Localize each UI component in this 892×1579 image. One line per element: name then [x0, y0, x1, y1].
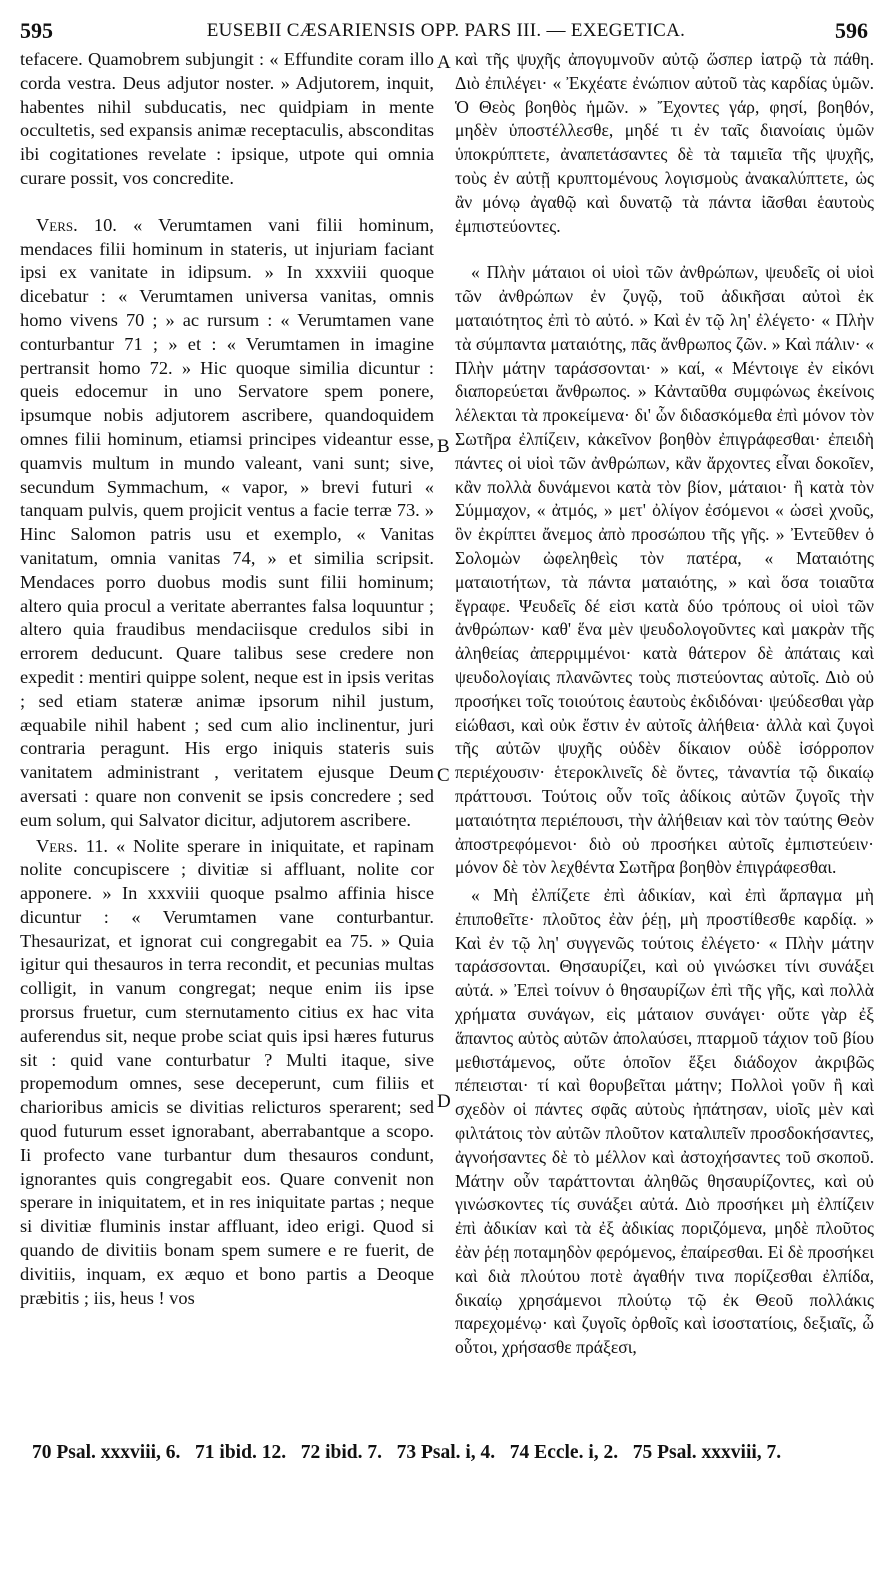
- verse-heading-11: Vers. 11.: [36, 835, 109, 856]
- greek-paragraph-2: « Πλὴν μάταιοι οἱ υἱοὶ τῶν ἀνθρώπων, ψευδεῖς οἱ υἱοὶ τῶν ἀνθρώπων ἐν ζυγῷ, τοῦ ἀδικῆσαι αὐτοὶ ἐκ ματαιότητος ἐπὶ τὸ αὐτό. » Καὶ ἐν τῷ λη' ἐλέγετο· « Πλὴν τὰ σύμπαντα ματαιότης, πᾶς ἄνθρωπος ζῶν. » Καὶ πάλιν· « Πλὴν μάτην ταράσσονται· » καί, « Μέντοιγε ἐν εἰκόνι διαπορεύεται ἄνθρωπος. » Κἀνταῦθα συμφώνως ἐκείνοις λέλεκται τὰ προκείμενα· δι' ὧν διδασκόμεθα ἐπὶ μόνον τὸν Σωτῆρα ἐλπίζειν, κἀκεῖνον βοηθὸν ἐπιγράφεσθαι· ἐπειδὴ πάντες οἱ υἱοὶ τῶν ἀνθρώπων, κἂν ἄρχοντες εἶναι δοκοῖεν, κἂν πολλὰ δυνάμενοι κατὰ τὸν βίον, μάταιοι· ἢ κατὰ τὸν Σύμμαχον, « ἀτμός, » μετ' ὀλίγον ἐσόμενοι « ὡσεὶ χνοῦς, ὃν ἐκρίπτει ἄνεμος ἀπὸ προσώπου τῆς γῆς. » Ἐντεῦθεν ὁ Σολομὼν ὠφεληθεὶς τὸν πατέρα, « Ματαιότης ματαιοτήτων, τὰ πάντα ματαιότης, » καὶ ὅσα τοιαῦτα ἔγραφε. Ψευδεῖς δέ εἰσι κατὰ δύο τρόπους οἱ υἱοὶ τῶν ἀνθρώπων· καθ' ἕνα μὲν ψευδολογοῦντες καὶ μακρὰν τῆς ἀληθείας ἀπερριμμένοι· κατὰ θάτερον δὲ ἀπάταις καὶ ψευδολογίαις πλανῶντες τοὺς πιστεύοντας αὐτοῖς. Διὸ οὐ προσήκει τοῖς τοιούτοις ἑαυτοὺς ἐκδιδόναι· ψεύδεσθαι γὰρ εἰώθασι, καὶ οὐκ ἔστιν ἐν αὐτοῖς ἀλήθεια· ἀλλὰ καὶ ζυγοὶ τῆς αὐτῶν ψυχῆς οὐδὲν δίκαιον οὐδὲ ἰσόρροπον περιέχουσιν· ἑτεροκλινεῖς δὲ ὄντες, τἀναντία τῷ δικαίῳ πράττουσι. Τούτοις οὖν τοῖς ἀδίκοις αὐτῶν ζυγοῖς τὴν ματαιότητα περιέπουσι, τὴν ἀλήθειαν καὶ τὸν ταύτης Θεὸν ἀποστρεφόμενοι· διὸ οὐ προσήκει αὐτοῖς ἐμπιστεύειν· μόνον δὲ τὸν λεχθέντα Σωτῆρα βοηθὸν ἐπιγράφεσθαι.: [455, 262, 874, 878]
- latin-paragraph-3-text: « Nolite sperare in iniquitate, et rapinam nolite concupiscere ; divitiæ si affluant, nolite cor apponere. » In xxxviii quoque psalmo affinia hisce dicuntur : « Verumtamen vane conturbantur. Thesaurizat, et ignorat cui congregabit ea 75. » Quia igitur qui thesauros in terra recondit, et pecunias multas colligit, in vanum congregat; neque enim iis ipse prorsus fruetur, cum sternutamento citius ex hac vita auferendus sit, neque probe sciat quis ipsi hæres futurus sit : quid vane conturbatur ? Multi itaque, sive propemodum omnes, sese deceperunt, cum filiis et charioribus amicis se divitias relicturos sperarent; sed quod futurum esset ignorabant, aberrabantque a scopo. Ii profecto vane turbantur dum thesauros condunt, ignorantes quis congregabit eos. Quare convenit non sperare in iniquitatem, et in res iniquitate partas ; neque si divitiæ fluminis instar affluant, ideo erigi. Quod si quando de divitiis bonam spem sumere e re fuerit, de divitiis, inquam, ex æquo et bono partis a Deoque præbitis ; iis, heus ! vos: [20, 835, 434, 1308]
- greek-column: [455, 48, 874, 1360]
- latin-paragraph-1: tefacere. Quamobrem subjungit : « Effundite coram illo corda vestra. Deus adjutor noster. » Adjutorem, inquit, habentes nihil subducatis, nec quidpiam in mente occultetis, sed expansis animæ receptaculis, absconditas ibi cogitationes revelate : ipsique, utpote qui omnia curare possit, vos concredite.: [20, 49, 434, 188]
- latin-column: [20, 48, 434, 1310]
- footnotes: 70 Psal. xxxviii, 6. 71 ibid. 12. 72 ibid. 7. 73 Psal. i, 4. 74 Eccle. i, 2. 75 Psal. xxxviii, 7.: [32, 1442, 782, 1463]
- verse-heading-10: Vers. 10.: [36, 214, 117, 235]
- margin-letter-d: D: [437, 1091, 451, 1112]
- page-header: [20, 18, 872, 44]
- right-page-number: 596: [835, 18, 868, 43]
- latin-paragraph-3: [20, 835, 434, 1311]
- left-page-number: 595: [20, 18, 53, 43]
- margin-letter-b: B: [437, 436, 450, 457]
- latin-paragraph-2: [20, 214, 434, 833]
- latin-paragraph-2-text: « Verumtamen vani filii hominum, mendaces filii hominum in stateris, ut injuriam faciant ipsi ex vanitate in idipsum. » In xxxviii quoque dicebatur : « Verumtamen universa vanitas, omnis homo vivens 70 ; » ac rursum : « Verumtamen vane conturbantur 71 ; » et : « Verumtamen in imagine pertransit homo 72. » Hic quoque similia dicuntur : queis edocemur in uno Servatore spem ponere, ipsumque nobis adjutorem ascribere, quandoquidem omnes filii hominum, etiamsi principes videantur esse, quamvis multum in mundo valeant, vani sunt; sive, secundum Symmachum, « vapor, » brevi futuri « tanquam pulvis, quem projicit ventus a facie terræ 73. » Hinc Salomon patris usu et exemplo, « Vanitas vanitatum, omnia vanitas 74, » et similia scripsit. Mendaces porro duobus modis sunt filii hominum; altero quia procul a veritate aberrantes falsa loquuntur ; altero quia fraudibus mendaciisque credulos sibi in errorem deducunt. Quare talibus sese credere non expedit : mentiri quippe solent, neque est in ipsis veritas ; sed etiam stateræ animæ ipsorum nihil justum, æquabile nihil habent ; sed cum alio inclinentur, juri contraria peragunt. His ergo iniquis stateris suis vanitatem administrant , veritatem ejusque Deum aversati : quare non convenit se ipsis concredere ; sed eum solum, qui Salvator dicitur, adjutorem ascribere.: [20, 214, 434, 830]
- margin-letter-a: A: [437, 52, 451, 73]
- running-title: EUSEBII CÆSARIENSIS OPP. PARS III. — EXEGETICA.: [206, 20, 686, 41]
- greek-paragraph-3: « Μὴ ἐλπίζετε ἐπὶ ἀδικίαν, καὶ ἐπὶ ἅρπαγμα μὴ ἐπιποθεῖτε· πλοῦτος ἐὰν ῥέῃ, μὴ προστίθεσθε καρδίᾳ. » Καὶ ἐν τῷ λη' συγγενῶς τούτοις ἐλέγετο· « Πλὴν μάτην ταράσσονται. Θησαυρίζει, καὶ οὐ γινώσκει τίνι συνάξει αὐτά. » Ἐπεὶ τοίνυν ὁ θησαυρίζων ἐπὶ τῆς γῆς, καὶ πολλὰ χρήματα συνάγων, εἰς μάταιον συνάγει· οὔτε γὰρ ἐξ ἅπαντος αὐτὸς αὐτῶν ἀπολαύσει, πταρμοῦ τάχιον τοῦ βίου μεθιστάμενος, οὔτε ὁποῖον ἕξει διάδοχον ἀκριβῶς πέπεισται· τί καὶ θορυβεῖται μάτην; Πολλοὶ γοῦν ἢ καὶ σχεδὸν οἱ πάντες σφᾶς αὐτοὺς ἠπάτησαν, υἱοῖς μὲν καὶ φιλτάτοις τὸν αὐτῶν πλοῦτον καταλιπεῖν προσδοκήσαντες, ἀγνοήσαντες δὲ τὸ μέλλον καὶ ἀστοχήσαντες τοῦ σκοποῦ. Μάτην οὖν ταράττονται ἀληθῶς θησαυρίζοντες, καὶ οὐ γινώσκοντες τίς συνάξει αὐτά. Διὸ προσήκει μὴ ἐλπίζειν ἐπὶ ἀδικίαν καὶ τὰ ἐξ ἀδικίας ποριζόμενα, μηδὲ πλοῦτος ἐὰν ῥέῃ ποταμηδὸν φερόμενος, ἐπαίρεσθαι. Εἰ δὲ προσήκει καὶ διὰ πλούτου ποτὲ ἀγαθήν τινα πορίζεσθαι ἐλπίδα, δικαίῳ χρησάμενοι πλούτῳ τῷ ἐκ Θεοῦ πολλάκις παρεχομένῳ· καὶ ζυγοῖς ὀρθοῖς καὶ ἰσοστατίοις, δεξιαῖς, ὦ οὗτοι, χρήσασθε πράξεσι,: [455, 885, 874, 1358]
- greek-paragraph-1: καὶ τῆς ψυχῆς ἀπογυμνοῦν αὐτῷ ὥσπερ ἰατρῷ τὰ πάθη. Διὸ ἐπιλέγει· « Ἐκχέατε ἐνώπιον αὐτοῦ τὰς καρδίας ὑμῶν. Ὁ Θεὸς βοηθὸς ἡμῶν. » Ἔχοντες γάρ, φησί, βοηθόν, μηδὲν ὑποστέλλεσθε, μηδέ τι ἐν ταῖς διανοίαις ὑμῶν ὑποκρύπτετε, ἀναπετάσαντες δὲ τὰ ταμιεῖα τῆς ψυχῆς, τοὺς ἐν αὐτῇ κρυπτομένους λογισμοὺς ἀνακαλύπτετε, ὡς ἂν μόνῳ ἀγαθῷ καὶ δυνατῷ τὰ πάντα ἰᾶσθαι ἑαυτοὺς ἐμπιστεύοντες.: [455, 49, 874, 236]
- margin-letter-c: C: [437, 765, 450, 786]
